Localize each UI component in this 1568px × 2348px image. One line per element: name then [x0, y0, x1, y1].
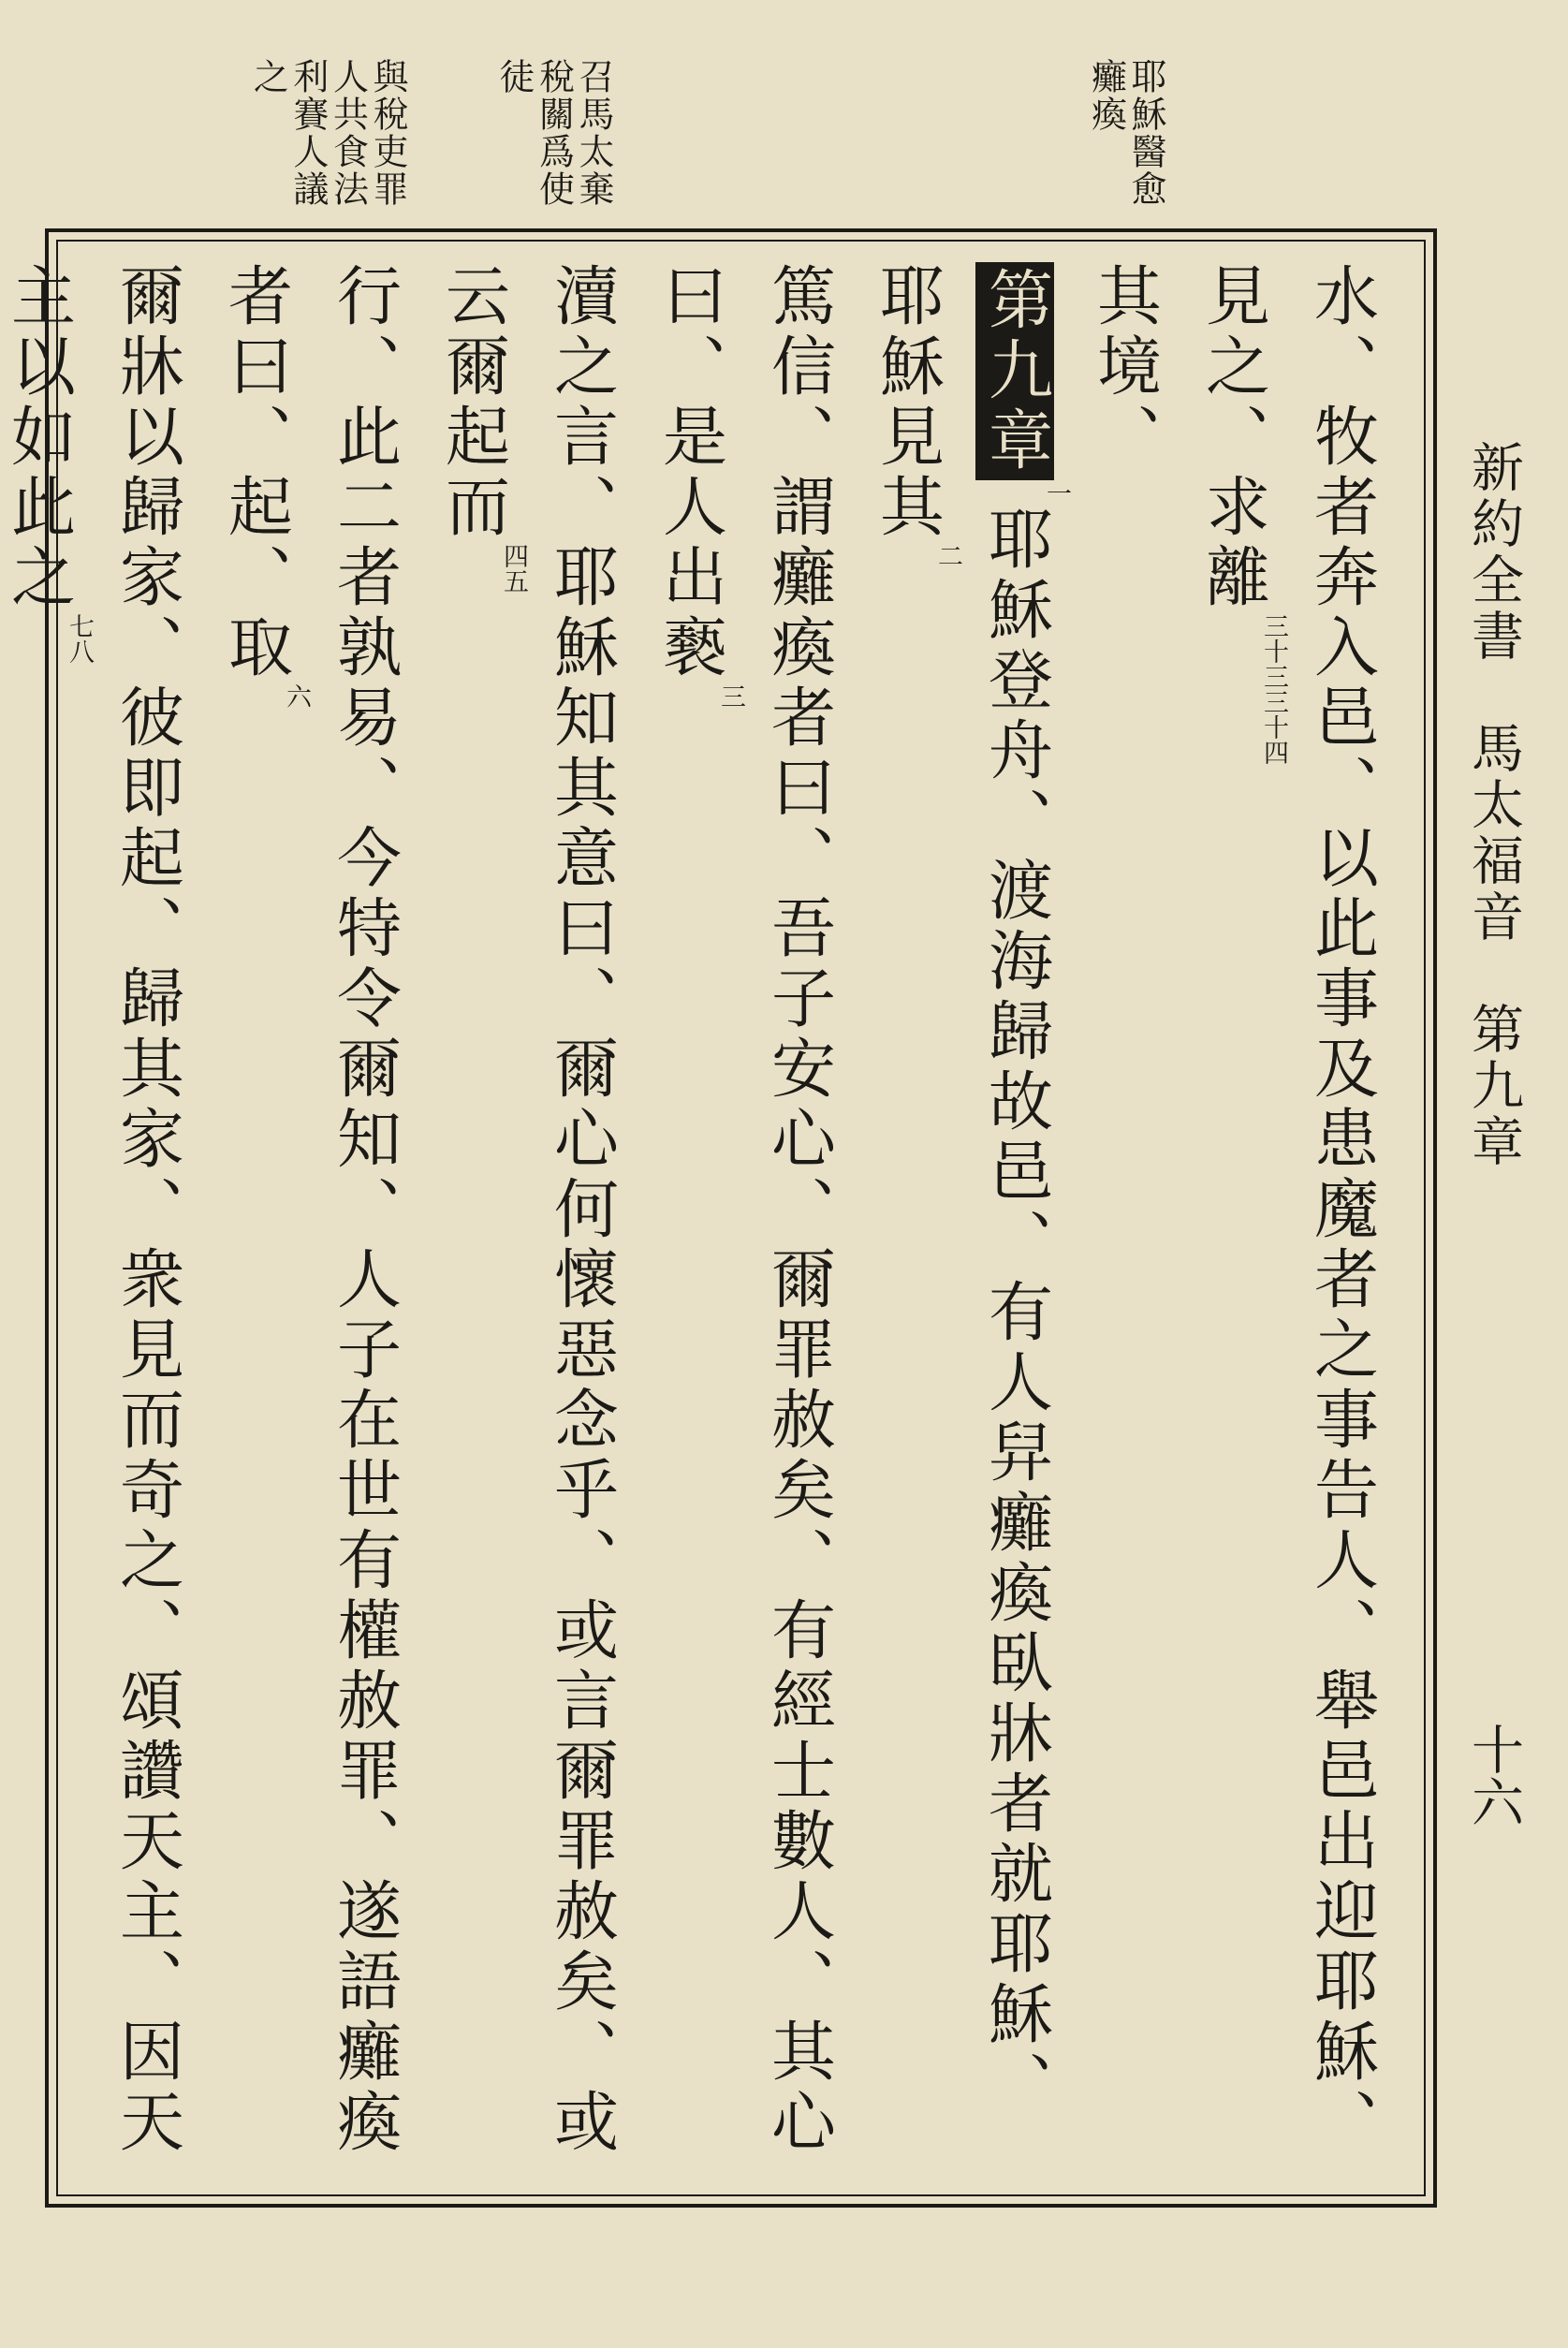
text-column	[635, 262, 852, 2181]
column-text: 行、此二者孰易、今特令爾知、人子在世有權赦罪、遂語癱瘓者曰、起、取	[217, 262, 401, 2158]
margin-note-line: 耶穌醫愈	[1125, 58, 1166, 208]
margin-note-line: 徒	[492, 58, 535, 95]
column-text: 篤信、謂癱瘓者曰、吾子安心、爾罪赦矣、有經士數人、其心曰、是人出褻	[652, 262, 835, 2158]
verse-number: 二	[933, 543, 962, 568]
text-column	[200, 262, 418, 2181]
text-column	[852, 262, 1069, 2181]
chapter-title: 第九章	[1463, 1002, 1524, 1170]
text-column	[1069, 262, 1178, 2181]
text-column	[1178, 262, 1395, 2181]
text-column	[418, 262, 635, 2181]
verse-number: 三	[716, 683, 745, 709]
column-text: 爾牀以歸家、彼即起、歸其家、衆見而奇之、頌讚天主、因天主以如此之	[0, 262, 183, 2158]
verse-number: 六	[282, 683, 311, 709]
margin-note-line: 癱瘓	[1085, 58, 1127, 133]
verse-number: 八	[65, 638, 94, 664]
margin-note-line: 召馬太棄	[573, 58, 614, 208]
margin-note-line: 利賽人議	[286, 58, 329, 208]
book-title: 新約全書	[1463, 440, 1524, 665]
margin-note-line: 稅關爲使	[533, 58, 575, 208]
verse-number: 五	[499, 568, 528, 594]
column-text: 瀆之言、耶穌知其意曰、爾心何懷惡念乎、或言爾罪赦矣、或云爾起而	[434, 262, 618, 2158]
scripture-text	[0, 262, 1395, 2181]
verse-number: 三十三	[1259, 613, 1288, 689]
column-text: 其境、	[1086, 262, 1161, 473]
verse-number: 七	[65, 613, 94, 638]
margin-note-line: 人共食法	[327, 58, 369, 208]
margin-note-line: 之	[247, 58, 289, 95]
margin-note-line: 與稅吏罪	[367, 58, 408, 208]
running-header	[1463, 440, 1524, 1170]
chapter-heading: 第九章	[975, 262, 1054, 480]
margin-note-pharisees	[248, 58, 407, 208]
verse-number: 三十四	[1259, 689, 1288, 765]
column-text: 耶穌登舟、渡海歸故邑、有人舁癱瘓臥牀者就耶穌、耶穌見其	[869, 262, 1052, 2121]
margin-note-matthew	[493, 58, 613, 208]
margin-note-healing	[1086, 58, 1165, 208]
text-column	[0, 262, 200, 2181]
verse-number: 四	[499, 543, 528, 568]
page-number: 十六	[1463, 1723, 1524, 1827]
gospel-title: 馬太福音	[1463, 721, 1524, 946]
column-text: 水、牧者奔入邑、以此事及患魔者之事告人、舉邑出迎耶穌、見之、求離	[1194, 262, 1378, 2158]
verse-number: 一	[1042, 480, 1071, 506]
